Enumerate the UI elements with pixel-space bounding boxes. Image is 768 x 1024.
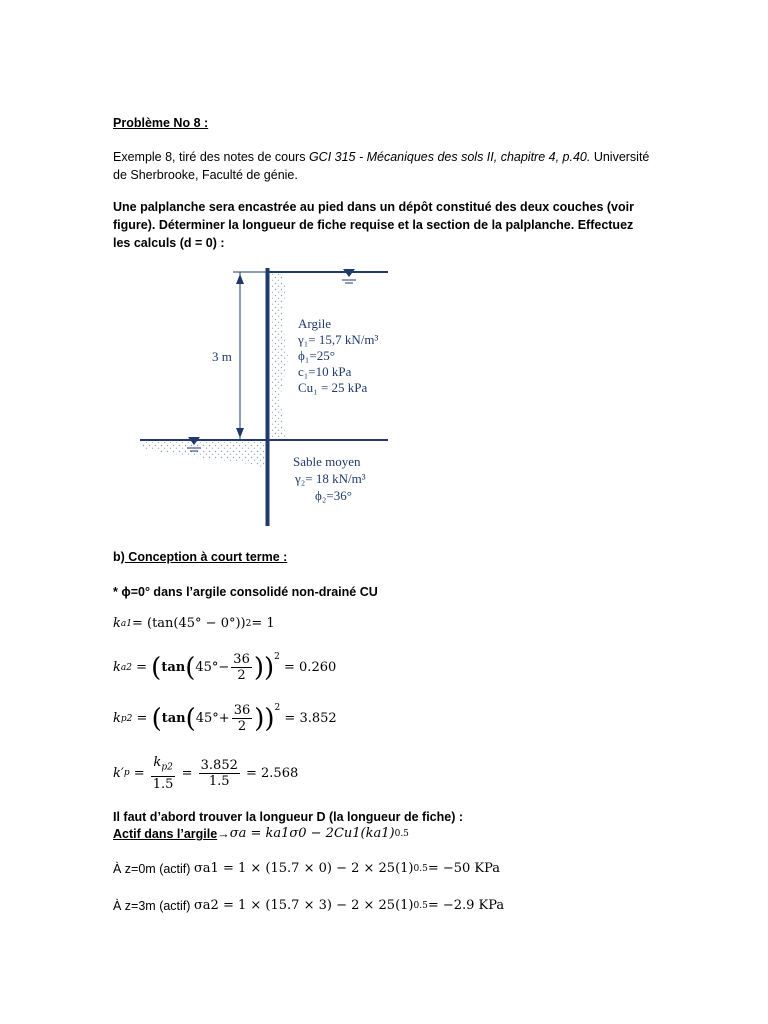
find-d-text: Il faut d’abord trouver la longueur D (la longueur de fiche) : bbox=[113, 810, 464, 824]
z3-line: À z=3m (actif) σa2 = 1 × (15.7 × 3) − 2 × 25(1) 0.5 = −2.9 KPa bbox=[113, 898, 505, 913]
clay-cohesion: c₁=10 kPa bbox=[298, 364, 352, 379]
clay-phi: ϕ₁=25° bbox=[298, 348, 335, 363]
fraction-kp2-over-1.5: $\frac{k_{p2}}{1.5}$ bbox=[152, 755, 174, 792]
problem-title: Problème No 8 : bbox=[113, 116, 209, 130]
sand-name: Sable moyen bbox=[293, 454, 361, 469]
course-reference: GCI 315 - Mécaniques des sols II, chapitre 4, p.40. bbox=[308, 150, 591, 164]
clay-stipple bbox=[270, 272, 288, 440]
sheet-pile-figure bbox=[130, 258, 400, 533]
section-b-heading: b) Conception à court terme : bbox=[113, 550, 288, 564]
fraction-36-2-plus: $\frac{36}{2}$ bbox=[233, 703, 251, 734]
phi-note: * ϕ=0° dans l’argile consolidé non-drainé CU bbox=[113, 585, 378, 599]
equation-ka2: k a2 = ( tan ( 45°− $\frac{36}{2}$ )) 2 = 0.260 bbox=[113, 652, 337, 683]
active-clay-line: Actif dans l’argile → σa = ka1σ0 − 2Cu1(ka1) 0.5 bbox=[113, 826, 409, 841]
dimension-arrow-top bbox=[236, 274, 244, 284]
equation-kp2: k p2 = ( tan ( 45°+ $\frac{36}{2}$ )) 2 = 3.852 bbox=[113, 703, 337, 734]
clay-name: Argile bbox=[298, 316, 331, 331]
equation-kp-prime: k′ p = $\frac{k_{p2}}{1.5}$ = $\frac{3.852}{1.5}$ = 2.568 bbox=[113, 755, 299, 792]
equation-ka1: k a1 = (tan(45° − 0°)) 2 = 1 bbox=[113, 616, 275, 631]
clay-gamma: γ₁= 15,7 kN/m³ bbox=[298, 332, 379, 347]
z0-line: À z=0m (actif) σa1 = 1 × (15.7 × 0) − 2 × 25(1) 0.5 = −50 KPa bbox=[113, 861, 501, 876]
problem-statement: Une palplanche sera encastrée au pied dans un dépôt constitué des deux couches (voir figure). Déterminer la longueur de fiche requise et la section de la palplanche. Effectuez les calculs (d = 0) : bbox=[113, 200, 634, 250]
arrow-icon: → bbox=[217, 827, 230, 841]
fraction-36-2: $\frac{36}{2}$ bbox=[233, 652, 250, 683]
sand-gamma: γ₂= 18 kN/m³ bbox=[295, 471, 366, 486]
clay-cu: Cu₁ = 25 kPa bbox=[298, 380, 368, 395]
sand-stipple-left bbox=[142, 442, 266, 468]
height-label: 3 m bbox=[212, 349, 232, 364]
sand-phi: ϕ₂=36° bbox=[315, 488, 352, 503]
fraction-3852-over-1.5: $\frac{3.852}{1.5}$ bbox=[200, 757, 238, 789]
dimension-arrow-bottom bbox=[236, 428, 244, 438]
example-reference: Exemple 8, tiré des notes de cours GCI 315 - Mécaniques des sols II, chapitre 4, p.40. Université de Sherbrooke, Faculté de génie. bbox=[113, 150, 650, 182]
